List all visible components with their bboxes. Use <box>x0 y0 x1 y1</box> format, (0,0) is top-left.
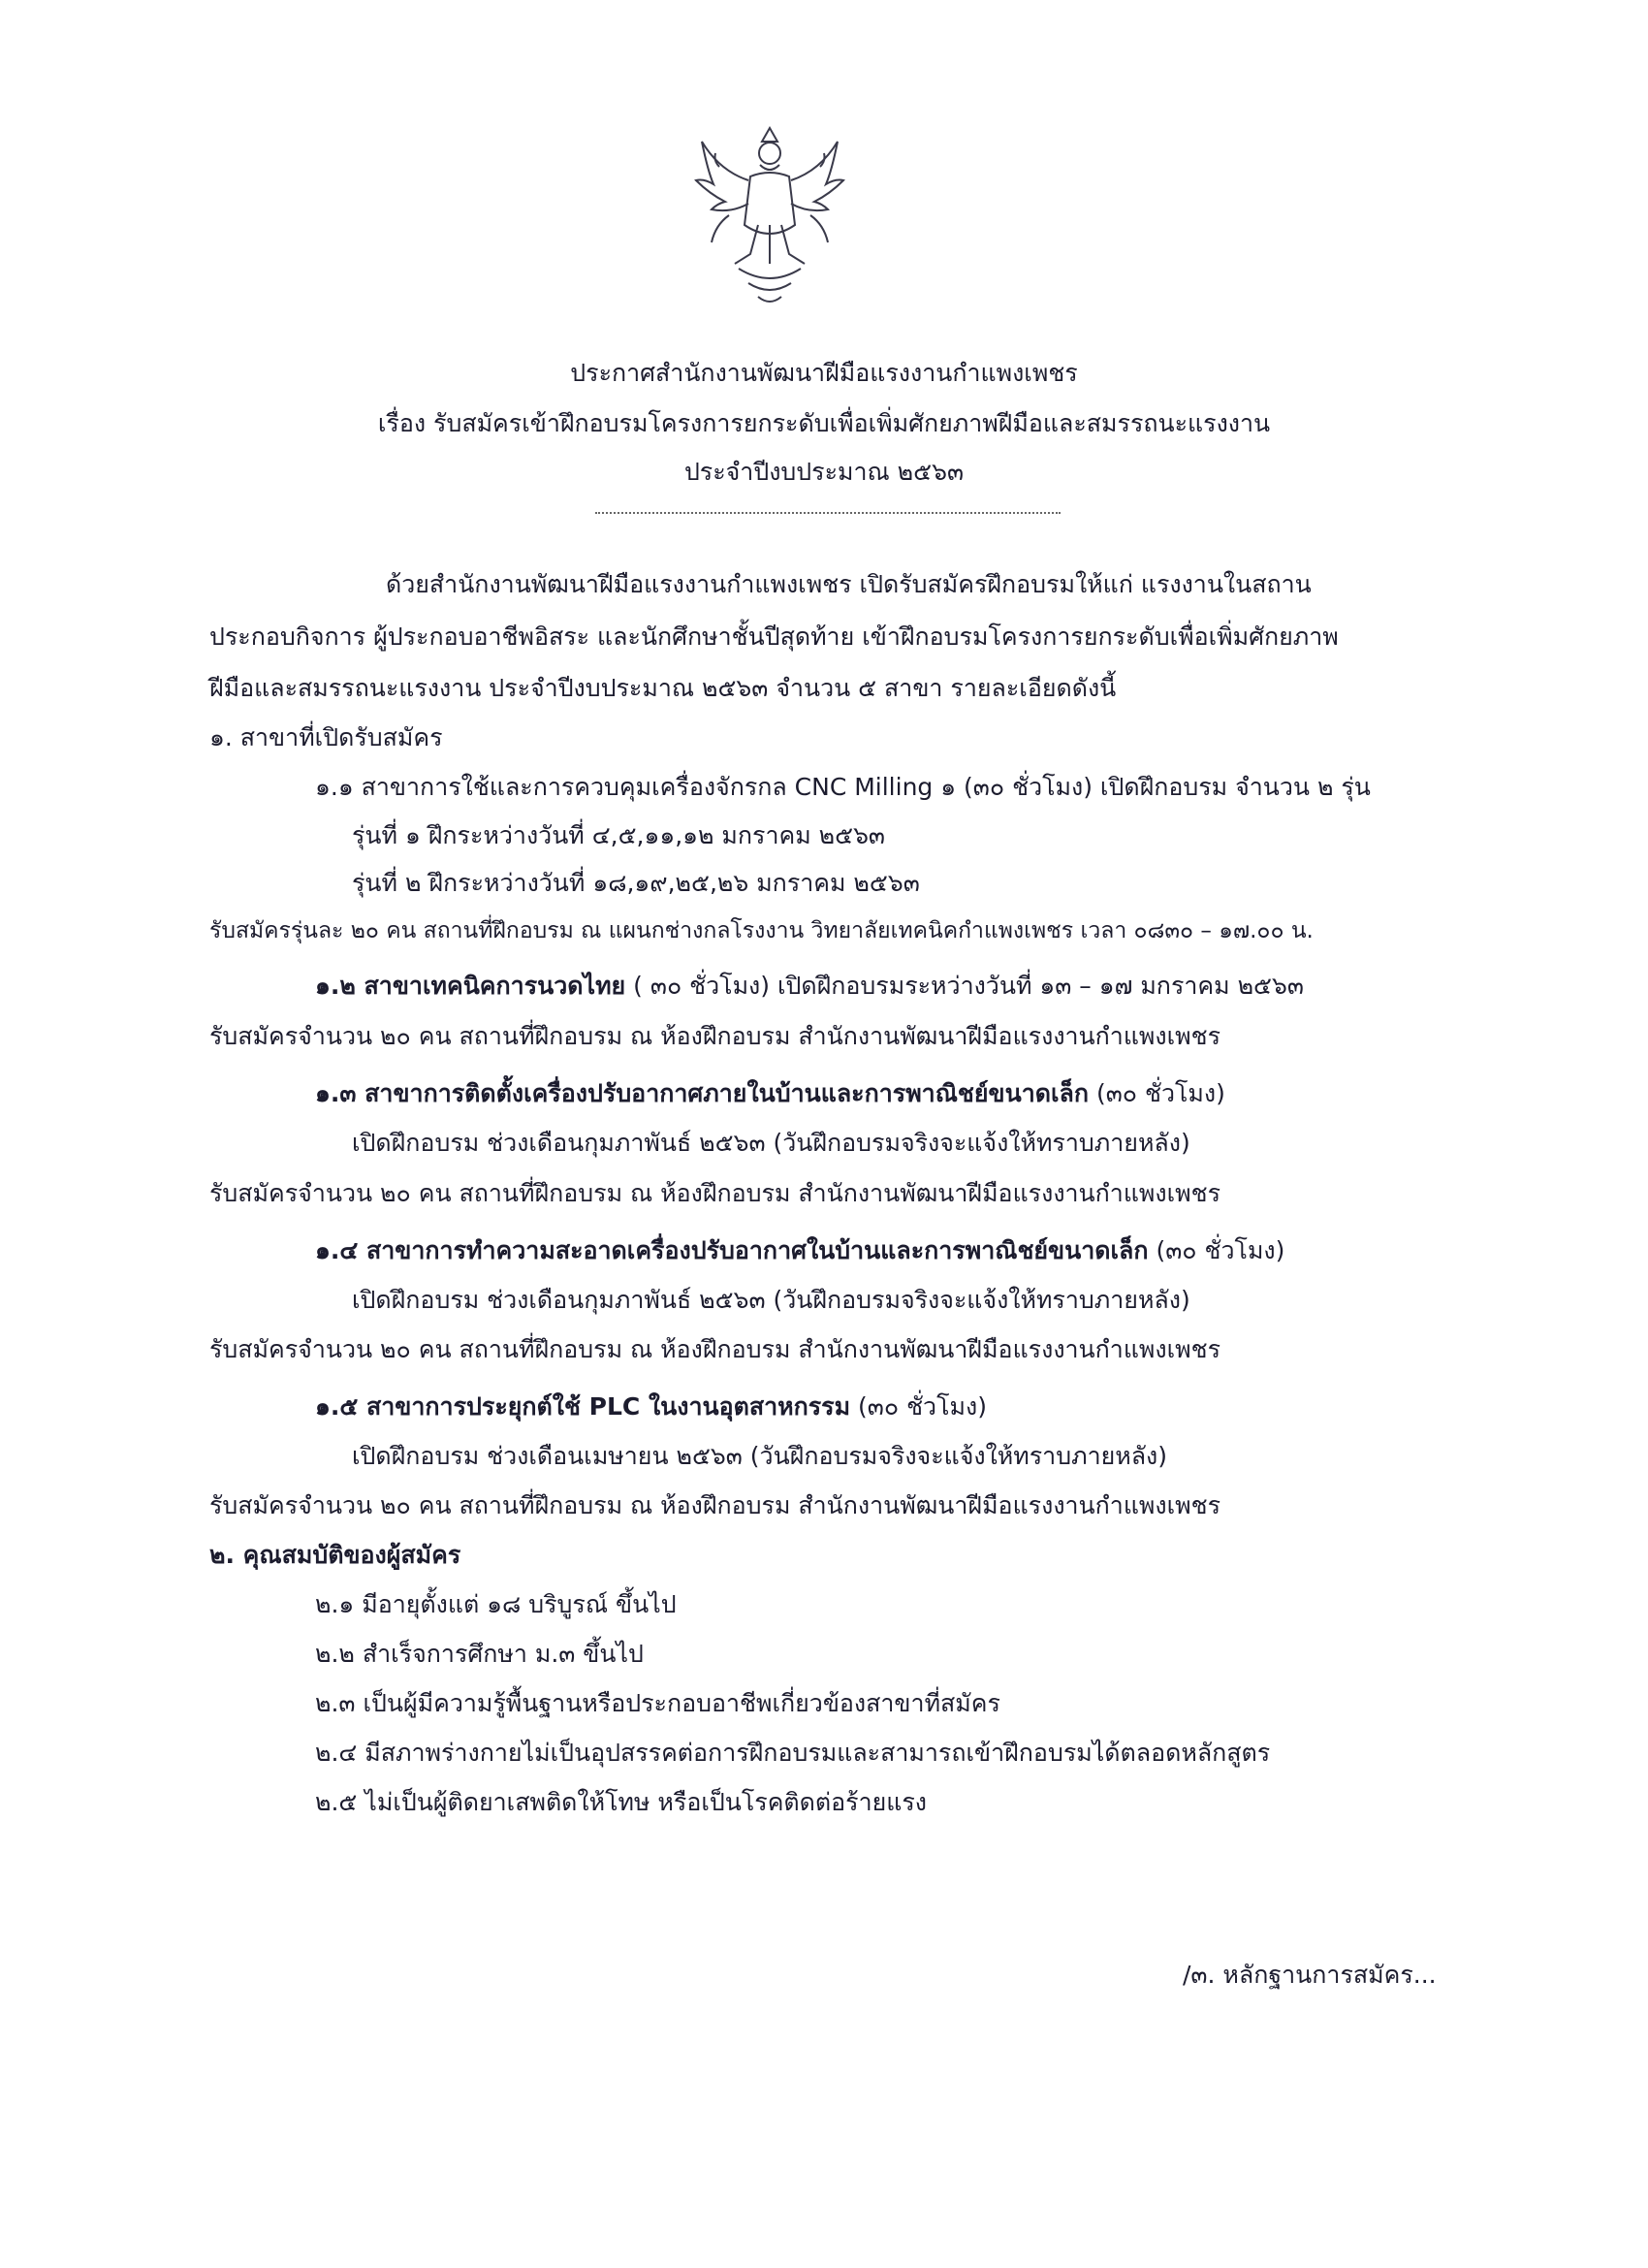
qualification-item: ๒.๔ มีสภาพร่างกายไม่เป็นอุปสรรคต่อการฝึกอบรมและสามารถเข้าฝึกอบรมได้ตลอดหลักสูตร <box>315 1739 1271 1767</box>
branch-1-1-apply: รับสมัครรุ่นละ ๒๐ คน สถานที่ฝึกอบรม ณ แผนกช่างกลโรงงาน วิทยาลัยเทคนิคกำแพงเพชร เวลา ๐๘๓๐ – ๑๗.๐๐ น. <box>209 918 1314 943</box>
branch-1-5-apply: รับสมัครจำนวน ๒๐ คน สถานที่ฝึกอบรม ณ ห้องฝึกอบรม สำนักงานพัฒนาฝีมือแรงงานกำแพงเพชร <box>209 1491 1221 1519</box>
branch-1-1-batch-1: รุ่นที่ ๑ ฝึกระหว่างวันที่ ๔,๕,๑๑,๑๒ มกราคม ๒๕๖๓ <box>352 821 886 849</box>
branch-1-1-title: ๑.๑ สาขาการใช้และการควบคุมเครื่องจักรกล CNC Milling ๑ (๓๐ ชั่วโมง) เปิดฝึกอบรม จำนวน ๒ รุ่น <box>315 773 1371 801</box>
section-1-heading: ๑. สาขาที่เปิดรับสมัคร <box>209 723 443 751</box>
branch-1-2-title <box>315 970 1304 1003</box>
announcement-subject: เรื่อง รับสมัครเข้าฝึกอบรมโครงการยกระดับเพื่อเพิ่มศักยภาพฝีมือและสมรรถนะแรงงาน <box>377 409 1271 437</box>
branch-1-4-schedule: เปิดฝึกอบรม ช่วงเดือนกุมภาพันธ์ ๒๕๖๓ (วันฝึกอบรมจริงจะแจ้งให้ทราบภายหลัง) <box>352 1286 1190 1314</box>
branch-1-3-schedule: เปิดฝึกอบรม ช่วงเดือนกุมภาพันธ์ ๒๕๖๓ (วันฝึกอบรมจริงจะแจ้งให้ทราบภายหลัง) <box>352 1129 1190 1157</box>
branch-1-4-hours: (๓๐ ชั่วโมง) <box>1148 1236 1285 1264</box>
branch-1-2-details: ( ๓๐ ชั่วโมง) เปิดฝึกอบรมระหว่างวันที่ ๑๓ – ๑๗ มกราคม ๒๕๖๓ <box>625 972 1304 1000</box>
section-2-heading: ๒. คุณสมบัติของผู้สมัคร <box>209 1541 461 1569</box>
intro-line-2: ประกอบกิจการ ผู้ประกอบอาชีพอิสระ และนักศึกษาชั้นปีสุดท้าย เข้าฝึกอบรมโครงการยกระดับเพื่อเพิ่มศักยภาพ <box>209 623 1339 651</box>
garuda-emblem-icon <box>690 109 849 320</box>
qualification-item: ๒.๓ เป็นผู้มีความรู้พื้นฐานหรือประกอบอาชีพเกี่ยวข้องสาขาที่สมัคร <box>315 1689 1000 1717</box>
branch-1-3-title <box>315 1077 1225 1110</box>
continued-marker: /๓. หลักฐานการสมัคร... <box>1183 1961 1437 1989</box>
intro-line-3: ฝีมือและสมรรถนะแรงงาน ประจำปีงบประมาณ ๒๕๖๓ จำนวน ๕ สาขา รายละเอียดดังนี้ <box>209 674 1117 702</box>
branch-1-4-name: ๑.๔ สาขาการทำความสะอาดเครื่องปรับอากาศในบ้านและการพาณิชย์ขนาดเล็ก <box>315 1236 1149 1264</box>
branch-1-5-name: ๑.๕ สาขาการประยุกต์ใช้ PLC ในงานอุตสาหกรรม <box>315 1392 851 1421</box>
divider <box>595 512 1061 514</box>
qualification-item: ๒.๒ สำเร็จการศึกษา ม.๓ ขึ้นไป <box>315 1640 644 1668</box>
branch-1-2-apply: รับสมัครจำนวน ๒๐ คน สถานที่ฝึกอบรม ณ ห้องฝึกอบรม สำนักงานพัฒนาฝีมือแรงงานกำแพงเพชร <box>209 1022 1221 1050</box>
branch-1-4-title <box>315 1234 1284 1267</box>
intro-line-1: ด้วยสำนักงานพัฒนาฝีมือแรงงานกำแพงเพชร เปิดรับสมัครฝึกอบรมให้แก่ แรงงานในสถาน <box>386 570 1312 598</box>
branch-1-2-name: ๑.๒ สาขาเทคนิคการนวดไทย <box>315 972 626 1000</box>
branch-1-5-title <box>315 1390 987 1423</box>
announcement-title: ประกาศสำนักงานพัฒนาฝีมือแรงงานกำแพงเพชร <box>570 359 1078 387</box>
fiscal-year: ประจำปีงบประมาณ ๒๕๖๓ <box>683 458 965 486</box>
branch-1-5-hours: (๓๐ ชั่วโมง) <box>850 1392 987 1421</box>
branch-1-4-apply: รับสมัครจำนวน ๒๐ คน สถานที่ฝึกอบรม ณ ห้องฝึกอบรม สำนักงานพัฒนาฝีมือแรงงานกำแพงเพชร <box>209 1335 1221 1363</box>
qualification-item: ๒.๑ มีอายุตั้งแต่ ๑๘ บริบูรณ์ ขึ้นไป <box>315 1590 677 1618</box>
branch-1-1-batch-2: รุ่นที่ ๒ ฝึกระหว่างวันที่ ๑๘,๑๙,๒๕,๒๖ มกราคม ๒๕๖๓ <box>352 869 920 897</box>
branch-1-3-hours: (๓๐ ชั่วโมง) <box>1089 1079 1225 1107</box>
branch-1-3-name: ๑.๓ สาขาการติดตั้งเครื่องปรับอากาศภายในบ้านและการพาณิชย์ขนาดเล็ก <box>315 1079 1089 1107</box>
branch-1-5-schedule: เปิดฝึกอบรม ช่วงเดือนเมษายน ๒๕๖๓ (วันฝึกอบรมจริงจะแจ้งให้ทราบภายหลัง) <box>352 1442 1168 1470</box>
qualification-item: ๒.๕ ไม่เป็นผู้ติดยาเสพติดให้โทษ หรือเป็นโรคติดต่อร้ายแรง <box>315 1788 928 1816</box>
branch-1-3-apply: รับสมัครจำนวน ๒๐ คน สถานที่ฝึกอบรม ณ ห้องฝึกอบรม สำนักงานพัฒนาฝีมือแรงงานกำแพงเพชร <box>209 1179 1221 1207</box>
